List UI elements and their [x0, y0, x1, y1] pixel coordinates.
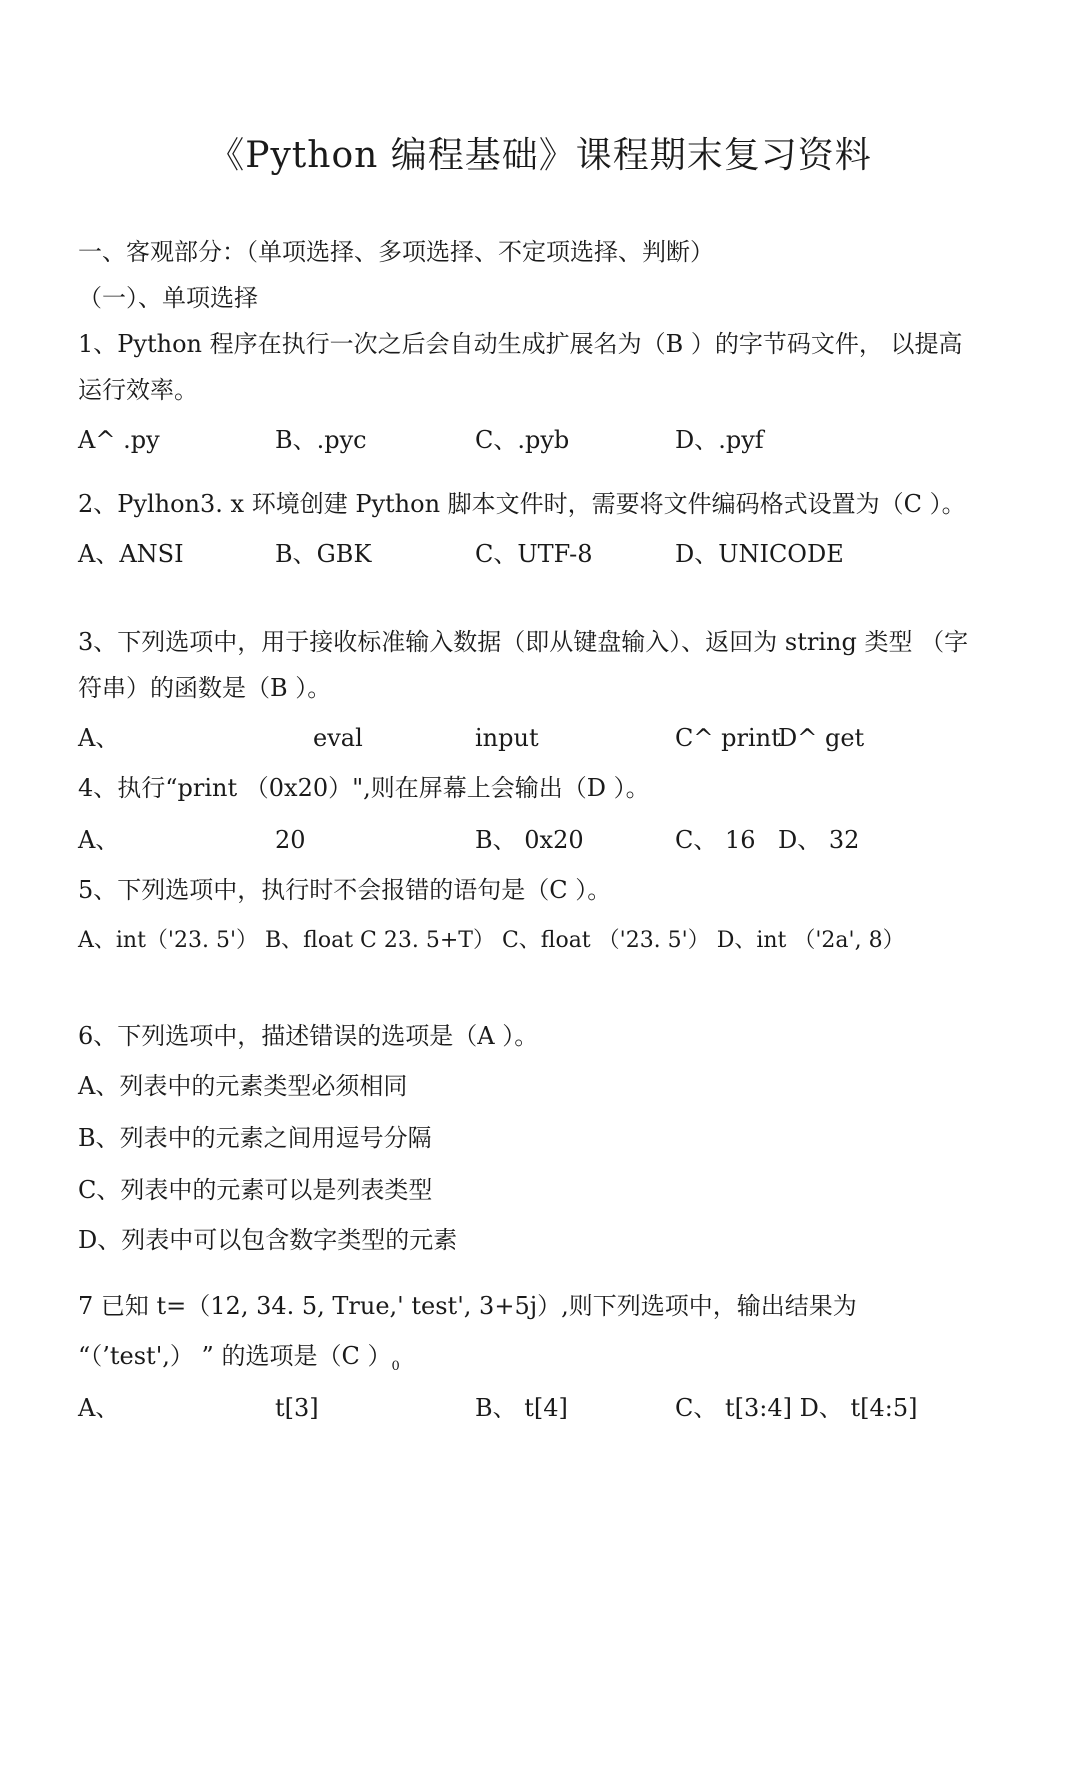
option-a: A^ .py: [78, 426, 160, 454]
question-text: 2、Pylhon3. x 环境创建 Python 脚本文件时，需要将文件编码格式设置为（C ）。: [78, 490, 966, 518]
option-a: A、列表中的元素类型必须相同: [78, 1072, 408, 1100]
option-value: eval: [313, 724, 363, 752]
question-text: 运行效率。: [78, 376, 198, 404]
option-value: 20: [275, 826, 306, 854]
question-text: 6、下列选项中，描述错误的选项是（A ）。: [78, 1022, 539, 1050]
section-heading: 一、客观部分：（单项选择、多项选择、不定项选择、判断）: [78, 238, 714, 266]
option-c: C^ print: [675, 724, 781, 752]
option-a: A、: [78, 1394, 120, 1422]
question-text: 3、下列选项中，用于接收标准输入数据（即从键盘输入）、返回为 string 类型 （字: [78, 628, 969, 656]
option-a: A、: [78, 826, 120, 854]
option-d: D^ get: [778, 724, 865, 752]
option-b: B、列表中的元素之间用逗号分隔: [78, 1124, 432, 1152]
option-b: B、.pyc: [275, 426, 367, 454]
option-d: D、列表中可以包含数字类型的元素: [78, 1226, 458, 1254]
option-c-d: C、 t[3:4] D、 t[4:5]: [675, 1394, 918, 1422]
option-a: A、ANSI: [78, 540, 184, 568]
options-line: A、int（'23. 5'） B、float C 23. 5+T） C、float （'23. 5'） D、int （'2a', 8）: [78, 928, 905, 953]
question-text: 7 已知 t=（12, 34. 5, True,' test', 3+5j）,则下列选项中，输出结果为: [78, 1292, 857, 1320]
question-text: 1、Python 程序在执行一次之后会自动生成扩展名为（B ）的字节码文件， 以提高: [78, 330, 963, 358]
option-c: C、列表中的元素可以是列表类型: [78, 1176, 433, 1204]
option-d: D、UNICODE: [675, 540, 844, 568]
option-b: B、GBK: [275, 540, 372, 568]
question-text-main: “（’test',） ” 的选项是（C ）: [78, 1342, 392, 1370]
question-text: 5、下列选项中，执行时不会报错的语句是（C ）。: [78, 876, 612, 904]
subsection-heading: （一）、单项选择: [78, 284, 258, 312]
question-text: 符串）的函数是（B ）。: [78, 674, 332, 702]
option-value: t[3]: [275, 1394, 319, 1422]
question-text: 4、执行“print （0x20）",则在屏幕上会输出（D ）。: [78, 774, 650, 802]
option-d: D、 32: [778, 826, 860, 854]
option-c: C、 16: [675, 826, 756, 854]
option-c: C、.pyb: [475, 426, 570, 454]
option-a: A、: [78, 724, 120, 752]
option-b: B、 0x20: [475, 826, 584, 854]
option-c: C、UTF-8: [475, 540, 593, 568]
subscript: 0: [391, 1358, 400, 1374]
option-b: B、 t[4]: [475, 1394, 568, 1422]
option-d: D、.pyf: [675, 426, 764, 454]
option-value: input: [475, 724, 539, 752]
question-text: [78, 1344, 400, 1373]
page-title: 《Python 编程基础》课程期末复习资料: [208, 135, 872, 176]
